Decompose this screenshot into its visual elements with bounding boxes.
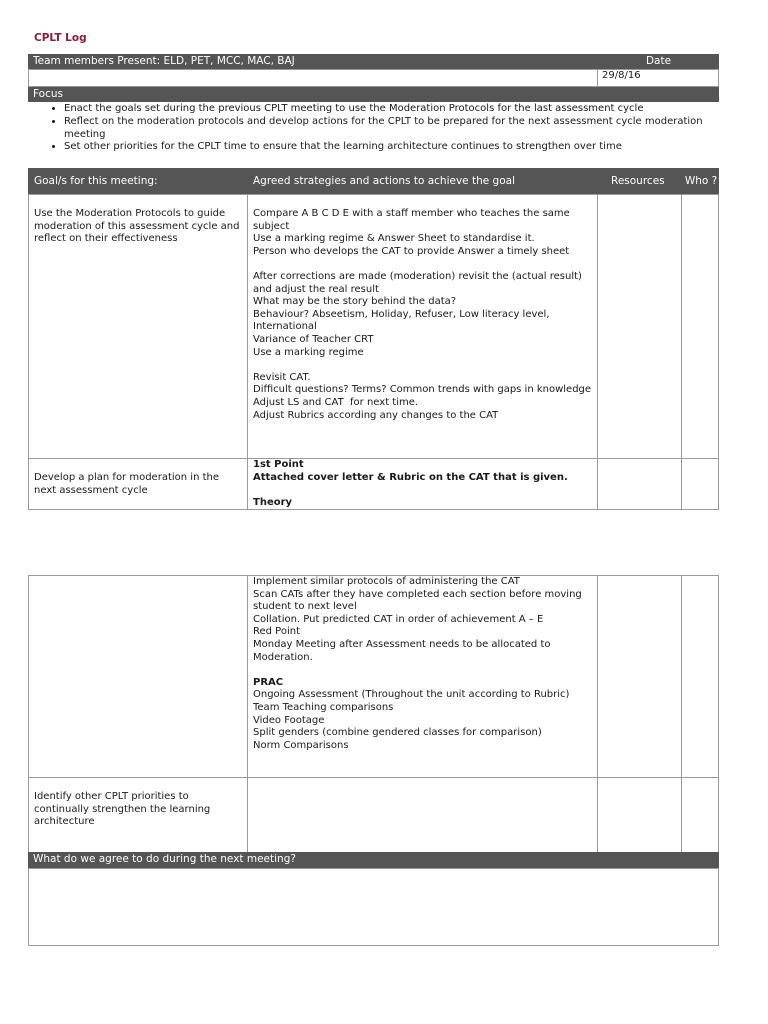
table-row (28, 575, 719, 778)
action-line: Implement similar protocols of administering the CAT (253, 576, 520, 587)
focus-item: • Enact the goals set during the previous CPLT meeting to use the Moderation Protocols for the last assessment cycle (64, 103, 746, 116)
column-divider (247, 778, 248, 852)
action-line: Person who develops the CAT to provide Answer a timely sheet (253, 245, 570, 257)
column-divider (597, 459, 598, 509)
next-meeting-body[interactable] (28, 868, 719, 946)
focus-items-row (28, 102, 719, 154)
column-divider (681, 576, 682, 777)
action-line: Team Teaching comparisons (253, 701, 394, 713)
action-line: Monday Meeting after Assessment needs to be allocated to Moderation. (253, 638, 554, 663)
action-line: Video Footage (253, 714, 325, 726)
team-value-row (28, 69, 719, 87)
action-line: Norm Comparisons (253, 739, 349, 751)
goal-cell: Use the Moderation Protocols to guide moderation of this assessment cycle and reflect on their effectiveness (34, 208, 243, 245)
next-meeting-label: What do we agree to do during the next meeting? (33, 853, 296, 865)
action-line: Variance of Teacher CRT (253, 333, 374, 345)
action-line: Split genders (combine gendered classes for comparison) (253, 727, 542, 739)
goal-column-header: Goal/s for this meeting: (34, 175, 158, 187)
document-title: CPLT Log (34, 32, 87, 44)
goal-cell: Identify other CPLT priorities to continually strengthen the learning architecture (34, 791, 214, 828)
spacer (253, 484, 593, 497)
column-divider (681, 459, 682, 509)
actions-cell (253, 208, 593, 422)
point-heading: 1st Point (253, 459, 304, 470)
focus-label: Focus (33, 88, 63, 100)
column-divider (681, 195, 682, 458)
action-line: Ongoing Assessment (Throughout the unit according to Rubric) (253, 689, 570, 701)
log-table-page-2 (28, 575, 719, 946)
spacer (253, 664, 593, 677)
action-line: Difficult questions? Terms? Common trends with gaps in knowledge (253, 384, 592, 396)
action-line: What may be the story behind the data? (253, 296, 457, 308)
point-text: Attached cover letter & Rubric on the CAT that is given. (253, 471, 568, 483)
who-column-header: Who ? (684, 175, 718, 187)
action-line: Scan CATs after they have completed each section before moving student to next level (253, 588, 585, 613)
action-line: Adjust Rubrics according any changes to the CAT (253, 409, 499, 421)
actions-column-header: Agreed strategies and actions to achieve the goal (253, 175, 515, 187)
date-divider (597, 70, 598, 86)
action-line: Adjust LS and CAT for next time. (253, 396, 419, 408)
date-label: Date (645, 55, 672, 67)
action-line: Use a marking regime & Answer Sheet to standardise it. (253, 233, 535, 245)
action-line: Use a marking regime (253, 346, 364, 358)
focus-item: • Reflect on the moderation protocols and develop actions for the CPLT to be prepared for the next assessment cycle moderation meeting (64, 116, 746, 142)
action-line: Collation. Put predicted CAT in order of achievement A – E (253, 613, 544, 625)
focus-header-row (28, 87, 719, 102)
column-divider (247, 459, 248, 509)
action-line: After corrections are made (moderation) revisit the (actual result) and adjust the real result (253, 270, 586, 295)
resources-column-header: Resources (611, 175, 665, 187)
next-meeting-header-row (28, 852, 719, 868)
goal-cell: Develop a plan for moderation in the next assessment cycle (34, 472, 223, 496)
action-line: Red Point (253, 626, 301, 638)
column-divider (597, 195, 598, 458)
table-row (28, 194, 719, 459)
theory-heading: Theory (253, 496, 293, 508)
column-divider (247, 576, 248, 777)
column-divider (597, 778, 598, 852)
spacer (253, 359, 593, 372)
table-row (28, 458, 719, 510)
focus-item: • Set other priorities for the CPLT time to ensure that the learning architecture continues to strengthen over time (64, 141, 746, 154)
spacer (253, 258, 593, 271)
table-row (28, 777, 719, 853)
table-header-row (28, 168, 719, 194)
date-value: 29/8/16 (602, 70, 641, 81)
team-members-label: Team members Present: ELD, PET, MCC, MAC, BAJ (33, 55, 295, 67)
actions-cell (253, 576, 593, 752)
focus-list (28, 103, 746, 154)
team-header-row (28, 54, 719, 69)
prac-heading: PRAC (253, 676, 284, 688)
action-line: Compare A B C D E with a staff member who teaches the same subject (253, 208, 573, 232)
actions-cell (253, 459, 593, 509)
action-line: Revisit CAT. (253, 371, 311, 383)
action-line: Behaviour? Abseetism, Holiday, Refuser, Low literacy level, International (253, 308, 553, 333)
column-divider (681, 778, 682, 852)
column-divider (597, 576, 598, 777)
log-table-page-1 (28, 54, 719, 510)
column-divider (247, 195, 248, 458)
